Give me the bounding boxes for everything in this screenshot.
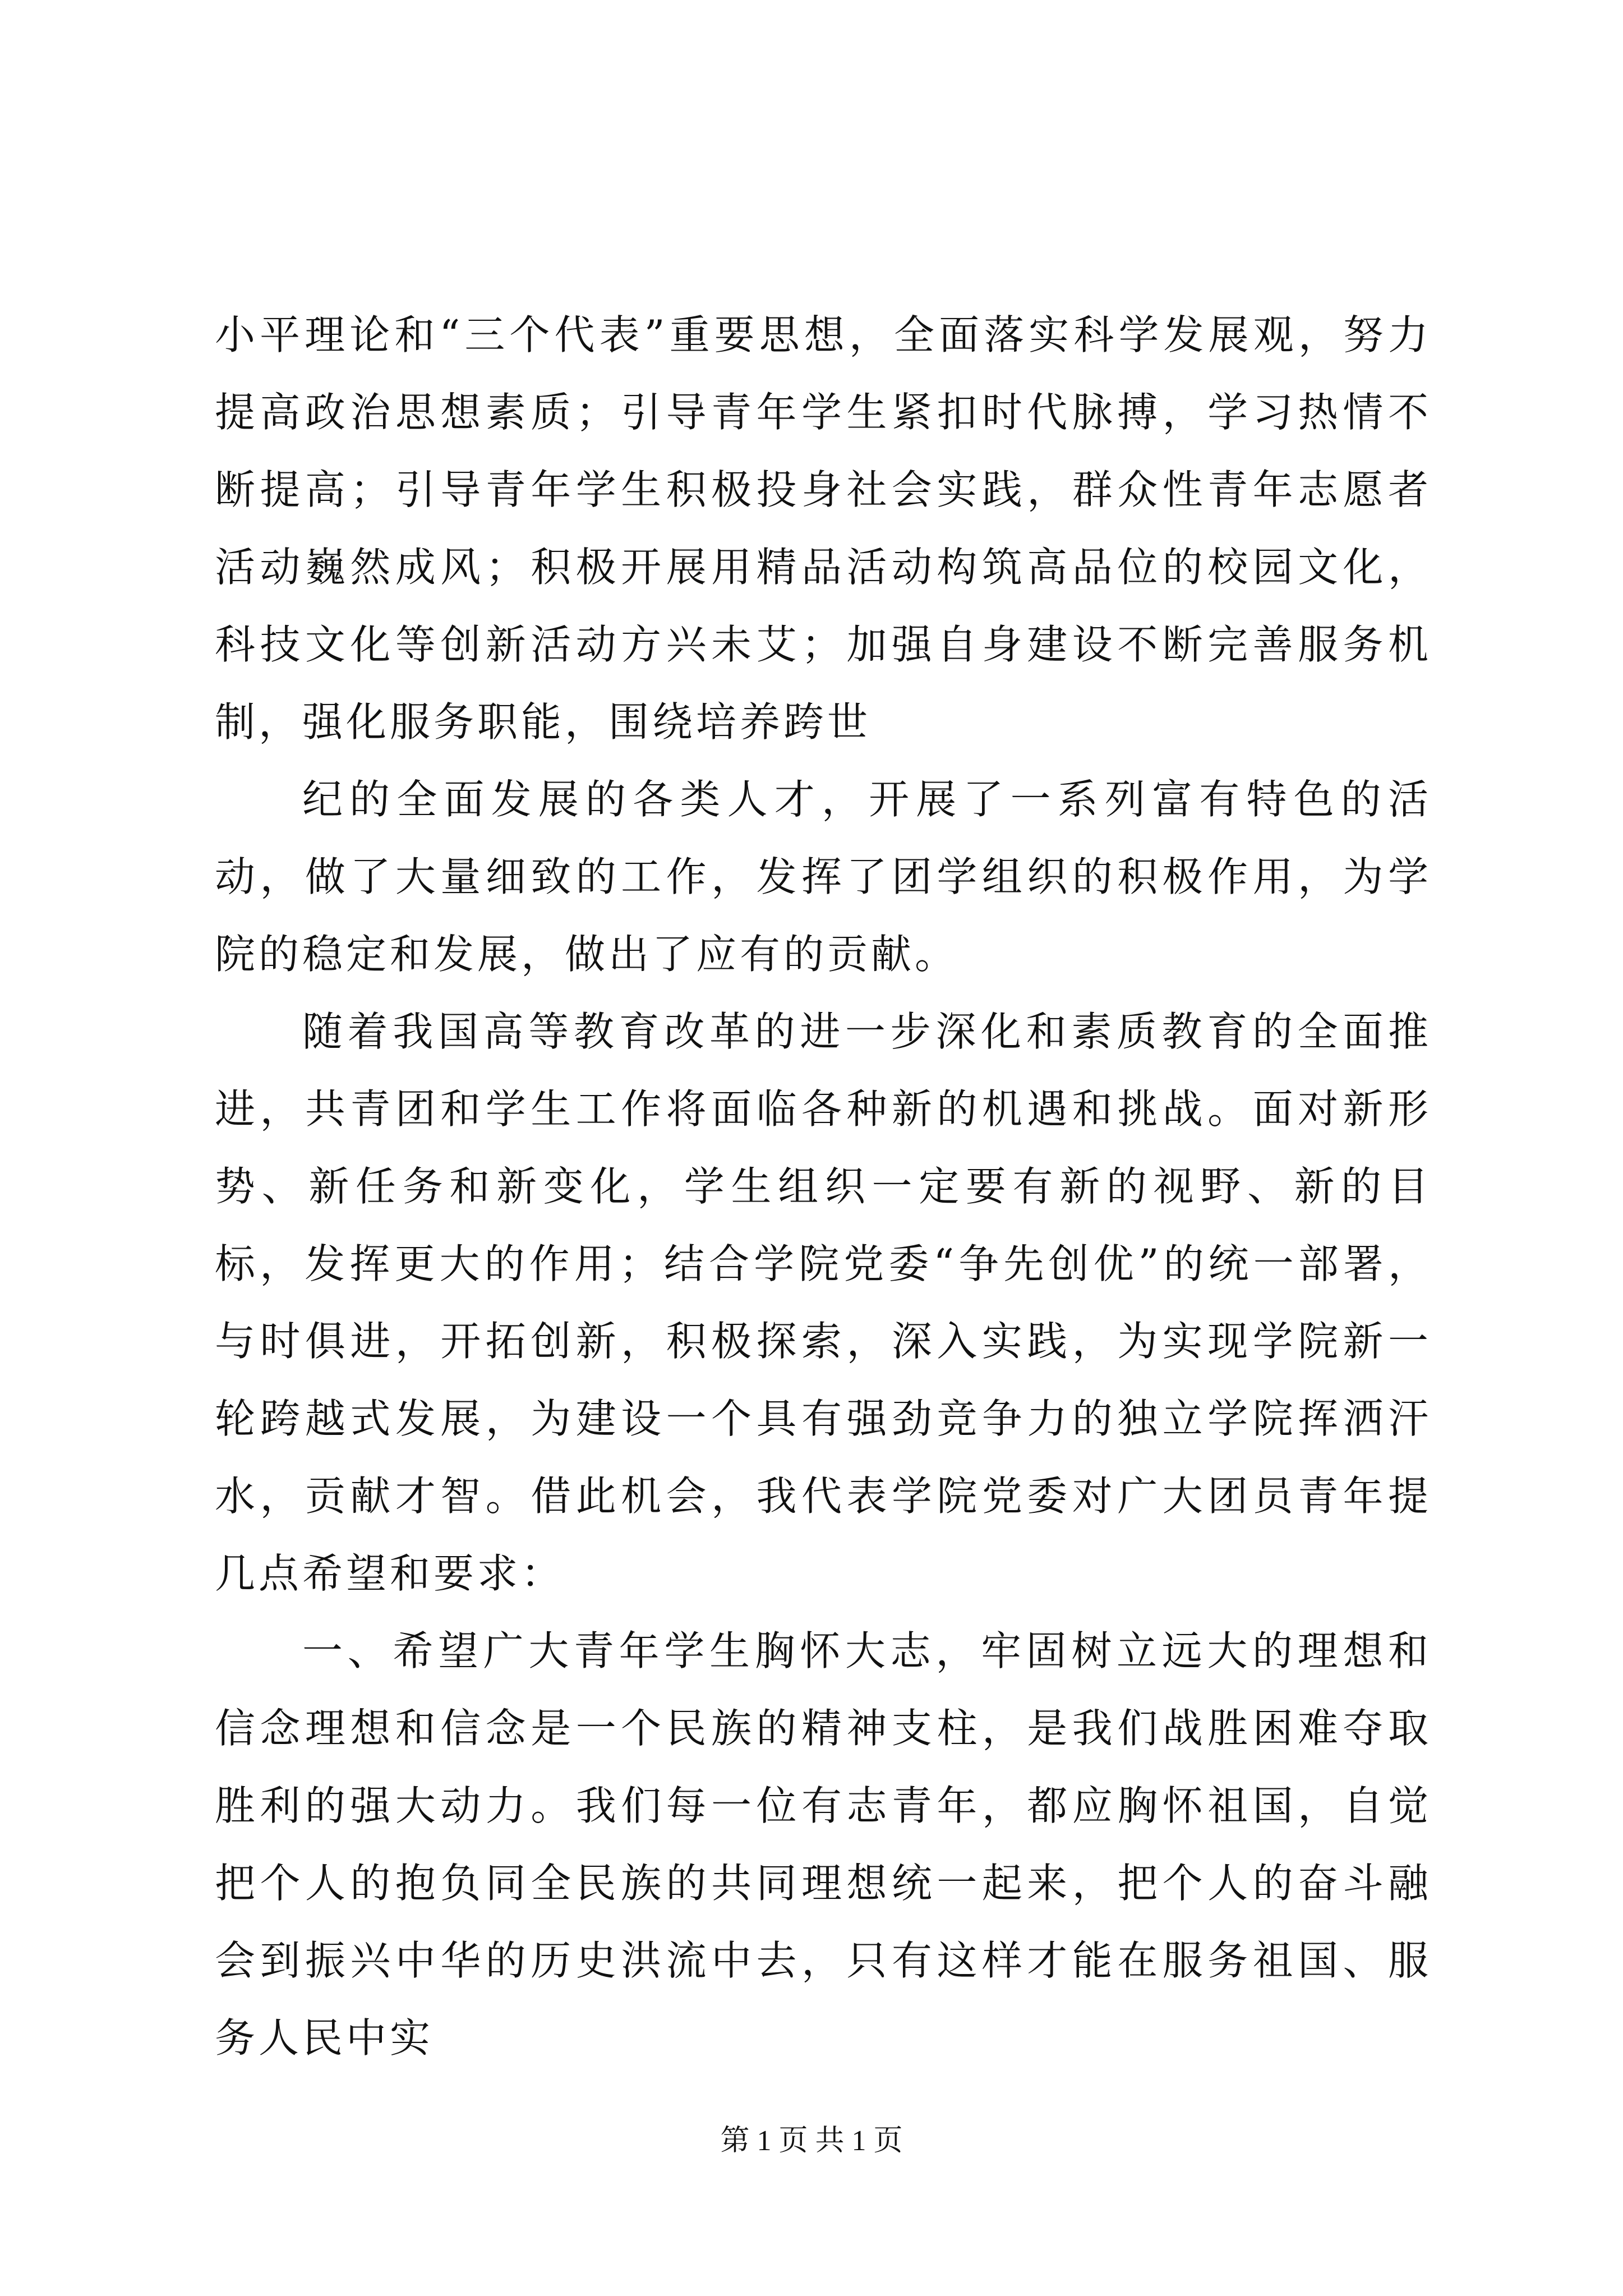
paragraph: 纪的全面发展的各类人才，开展了一系列富有特色的活动，做了大量细致的工作，发挥了团学组织的积极作用，为学院的稳定和发展，做出了应有的贡献。	[215, 776, 1432, 978]
page-footer: 第 1 页 共 1 页	[720, 2125, 903, 2157]
paragraph: 随着我国高等教育改革的进一步深化和素质教育的全面推进，共青团和学生工作将面临各种新的机遇和挑战。面对新形势、新任务和新变化，学生组织一定要有新的视野、新的目标，发挥更大的作用；结合学院党委“争先创优”的统一部署，与时俱进，开拓创新，积极探索，深入实践，为实现学院新一轮跨越式发展，为建设一个具有强劲竞争力的独立学院挥洒汗水，贡献才智。借此机会，我代表学院党委对广大团员青年提几点希望和要求：	[215, 1008, 1432, 1597]
document-body	[215, 296, 1432, 2077]
paragraph-continuation: 小平理论和“三个代表”重要思想，全面落实科学发展观，努力提高政治思想素质；引导青年学生紧扣时代脉搏，学习热情不断提高；引导青年学生积极投身社会实践，群众性青年志愿者活动巍然成风；积极开展用精品活动构筑高品位的校园文化，科技文化等创新活动方兴未艾；加强自身建设不断完善服务机制，强化服务职能，围绕培养跨世	[215, 311, 1432, 746]
paragraph: 一、希望广大青年学生胸怀大志，牢固树立远大的理想和信念理想和信念是一个民族的精神支柱，是我们战胜困难夺取胜利的强大动力。我们每一位有志青年，都应胸怀祖国，自觉把个人的抱负同全民族的共同理想统一起来，把个人的奋斗融会到振兴中华的历史洪流中去，只有这样才能在服务祖国、服务人民中实	[215, 1627, 1432, 2062]
